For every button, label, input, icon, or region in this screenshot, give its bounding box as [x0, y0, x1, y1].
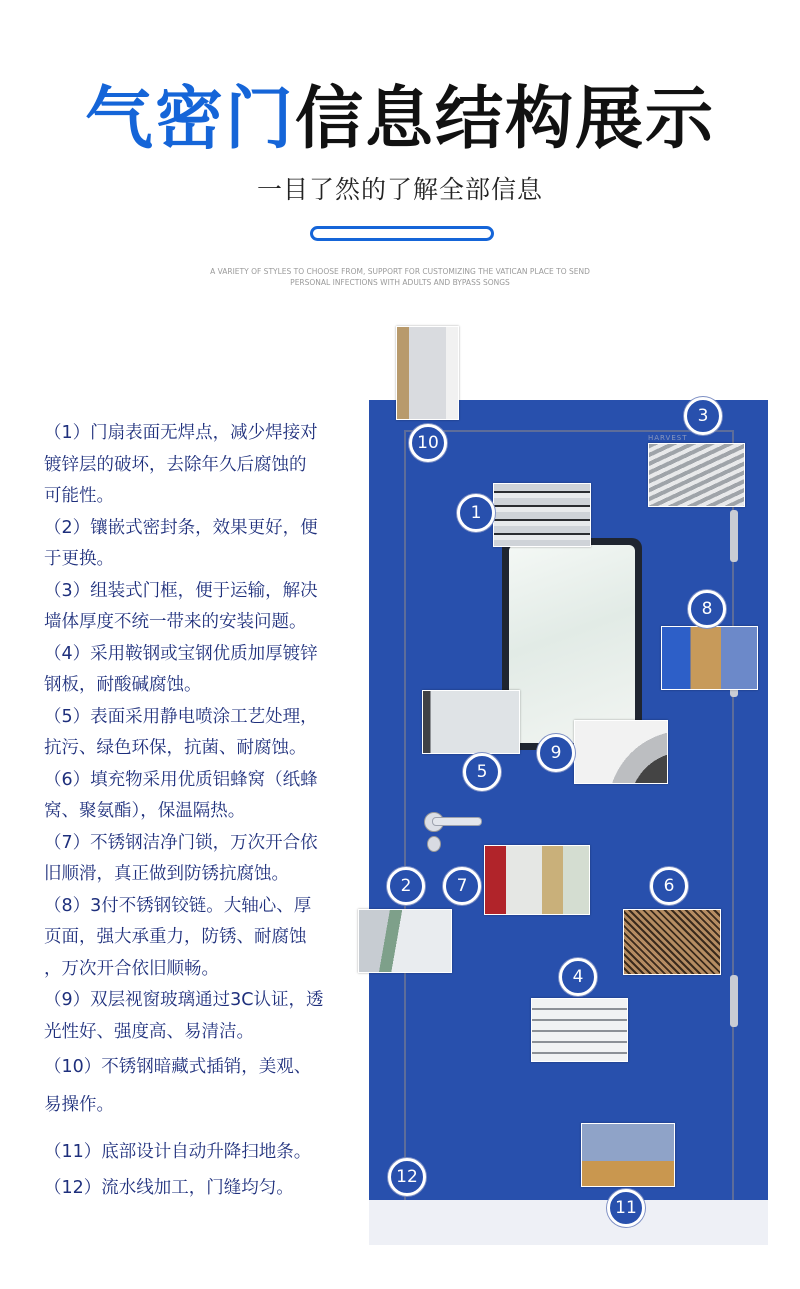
photo-concealed-bolt: [396, 326, 459, 420]
feature-4: （4）采用鞍钢或宝钢优质加厚镀锌 钢板，耐酸碱腐蚀。: [44, 643, 318, 695]
callout-badge-2: 2: [387, 867, 425, 905]
decorative-pill: [310, 226, 494, 241]
page-title: [0, 78, 800, 162]
feature-2: （2）镶嵌式密封条，效果更好，便 于更换。: [44, 517, 318, 569]
callout-badge-6: 6: [650, 867, 688, 905]
photo-bottom-sweep: [581, 1123, 675, 1187]
feature-10: （10）不锈钢暗藏式插销，美观、 易操作。: [44, 1057, 312, 1115]
feature-7: （7）不锈钢洁净门锁，万次开合依 旧顺滑，真正做到防锈抗腐蚀。: [44, 832, 318, 884]
callout-badge-5: 5: [463, 753, 501, 791]
door-handle-lever: [432, 817, 482, 826]
door-floor: [369, 1200, 768, 1245]
tagline-line-2: PERSONAL INFECTIONS WITH ADULTS AND BYPASS SONGS: [290, 278, 510, 287]
feature-6: （6）填充物采用优质铝蜂窝（纸蜂 窝、聚氨酯），保温隔热。: [44, 769, 318, 821]
callout-badge-12: 12: [388, 1158, 426, 1196]
feature-12: （12）流水线加工，门缝均匀。: [44, 1178, 294, 1198]
title-main: 信息结构展示: [295, 80, 716, 159]
hinge-top: [730, 510, 738, 562]
view-window-glass: [509, 545, 635, 743]
callout-badge-1: 1: [457, 494, 495, 532]
callout-badge-3: 3: [684, 397, 722, 435]
photo-coating: [422, 690, 520, 754]
title-highlight: 气密门: [84, 80, 295, 159]
photo-door-surface: [493, 483, 591, 547]
feature-8: （8）3付不锈钢铰链。大轴心、厚 页面，强大承重力，防锈、耐腐蚀 ，万次开合依旧顺畅。: [44, 895, 312, 979]
callout-badge-8: 8: [688, 590, 726, 628]
callout-badge-11: 11: [607, 1189, 645, 1227]
callout-badge-10: 10: [409, 424, 447, 462]
feature-5: （5）表面采用静电喷涂工艺处理， 抗污、绿色环保，抗菌、耐腐蚀。: [44, 706, 318, 758]
door-keyhole: [427, 836, 441, 852]
photo-window-glass: [574, 720, 668, 784]
feature-3: （3）组装式门框，便于运输，解决 墙体厚度不统一带来的安装问题。: [44, 580, 318, 632]
photo-frame-assembly: [648, 443, 745, 507]
page-subtitle: 一目了然的了解全部信息: [256, 175, 543, 204]
callout-badge-4: 4: [559, 958, 597, 996]
photo-steel-sheet: [531, 998, 628, 1062]
photo-honeycomb: [623, 909, 721, 975]
feature-11: （11）底部设计自动升降扫地条。: [44, 1142, 312, 1162]
callout-badge-9: 9: [537, 734, 575, 772]
english-tagline: [180, 266, 620, 288]
feature-9: （9）双层视窗玻璃通过3C认证，透 光性好、强度高、易清洁。: [44, 990, 324, 1042]
feature-list: [44, 418, 354, 1206]
tagline-line-1: A VARIETY OF STYLES TO CHOOSE FROM, SUPPORT FOR CUSTOMIZING THE VATICAN PLACE TO SEND: [210, 267, 590, 276]
hinge-bottom: [730, 975, 738, 1027]
door-plate: HARVEST: [648, 434, 688, 442]
photo-seal-strip: [358, 909, 452, 973]
callout-badge-7: 7: [443, 867, 481, 905]
photo-lock: [484, 845, 590, 915]
photo-hinge: [661, 626, 758, 690]
feature-1: （1）门扇表面无焊点，减少焊接对 镀锌层的破坏，去除年久后腐蚀的 可能性。: [44, 423, 318, 506]
